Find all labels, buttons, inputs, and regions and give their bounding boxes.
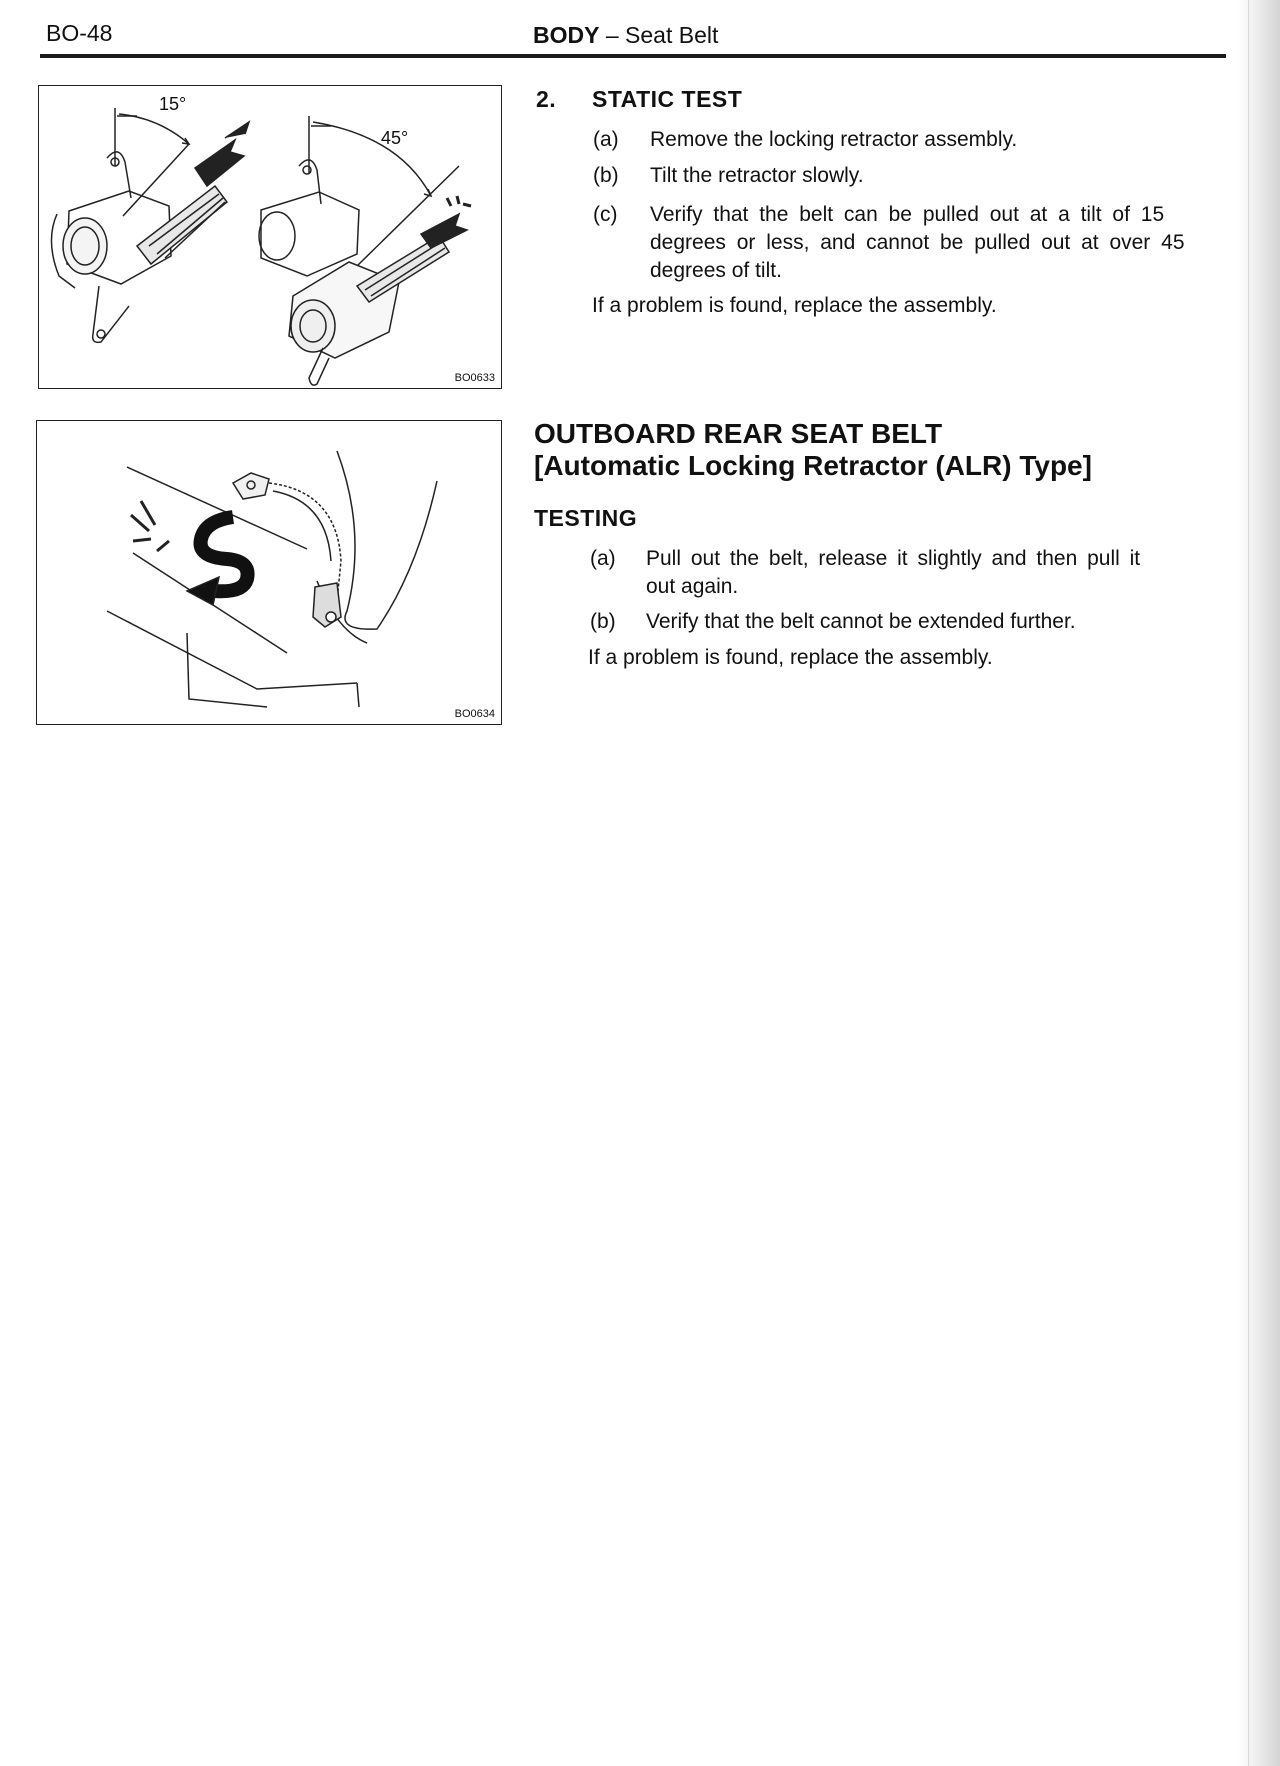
section-title-line2: [Automatic Locking Retractor (ALR) Type] xyxy=(534,450,1092,481)
testing-heading: TESTING xyxy=(534,505,638,531)
retractor-tilt-illustration xyxy=(39,86,501,388)
header-section-rest: – Seat Belt xyxy=(599,22,719,48)
step-heading xyxy=(536,86,742,113)
item-letter: (c) xyxy=(593,203,618,226)
item-letter: (a) xyxy=(590,547,616,570)
item-text: Tilt the retractor slowly. xyxy=(650,164,864,187)
page-edge-line xyxy=(1248,0,1249,1766)
item-text-line: degrees or less, and cannot be pulled out at over 45 xyxy=(650,231,1185,254)
item-letter: (a) xyxy=(593,128,619,151)
item-text-line: Verify that the belt can be pulled out at a tilt of 15 xyxy=(650,203,1165,226)
item-text: Verify that the belt cannot be extended further. xyxy=(646,610,1076,633)
step-number: 2. xyxy=(536,86,557,112)
section-title xyxy=(534,418,1092,482)
item-text-line: out again. xyxy=(646,575,739,598)
figure-outboard-belt xyxy=(36,420,502,725)
header-title xyxy=(533,22,718,49)
note-text: If a problem is found, replace the assembly. xyxy=(592,294,997,317)
page-number: BO-48 xyxy=(46,20,113,46)
angle-label-15: 15° xyxy=(159,94,187,114)
page-edge-shadow xyxy=(1238,0,1280,1766)
step-title: STATIC TEST xyxy=(592,86,743,112)
figure-code: BO0633 xyxy=(454,372,495,384)
list-item xyxy=(593,162,1233,190)
item-letter: (b) xyxy=(590,610,616,633)
list-item xyxy=(593,201,1238,285)
item-text-line: Pull out the belt, release it slightly and then pull it xyxy=(646,547,1141,570)
item-text: Remove the locking retractor assembly. xyxy=(650,128,1018,151)
figure-code: BO0634 xyxy=(454,708,495,720)
list-item xyxy=(593,126,1233,154)
item-text-line: degrees of tilt. xyxy=(650,259,782,282)
angle-label-45: 45° xyxy=(381,128,409,148)
outboard-belt-illustration xyxy=(37,421,501,724)
list-item xyxy=(590,608,1235,636)
list-item xyxy=(590,545,1235,601)
item-letter: (b) xyxy=(593,164,619,187)
section-title-line1: OUTBOARD REAR SEAT BELT xyxy=(534,418,943,449)
header-rule xyxy=(40,54,1226,58)
note-text: If a problem is found, replace the assembly. xyxy=(588,646,993,669)
header-section-bold: BODY xyxy=(533,22,600,48)
figure-retractor-tilt xyxy=(38,85,502,389)
